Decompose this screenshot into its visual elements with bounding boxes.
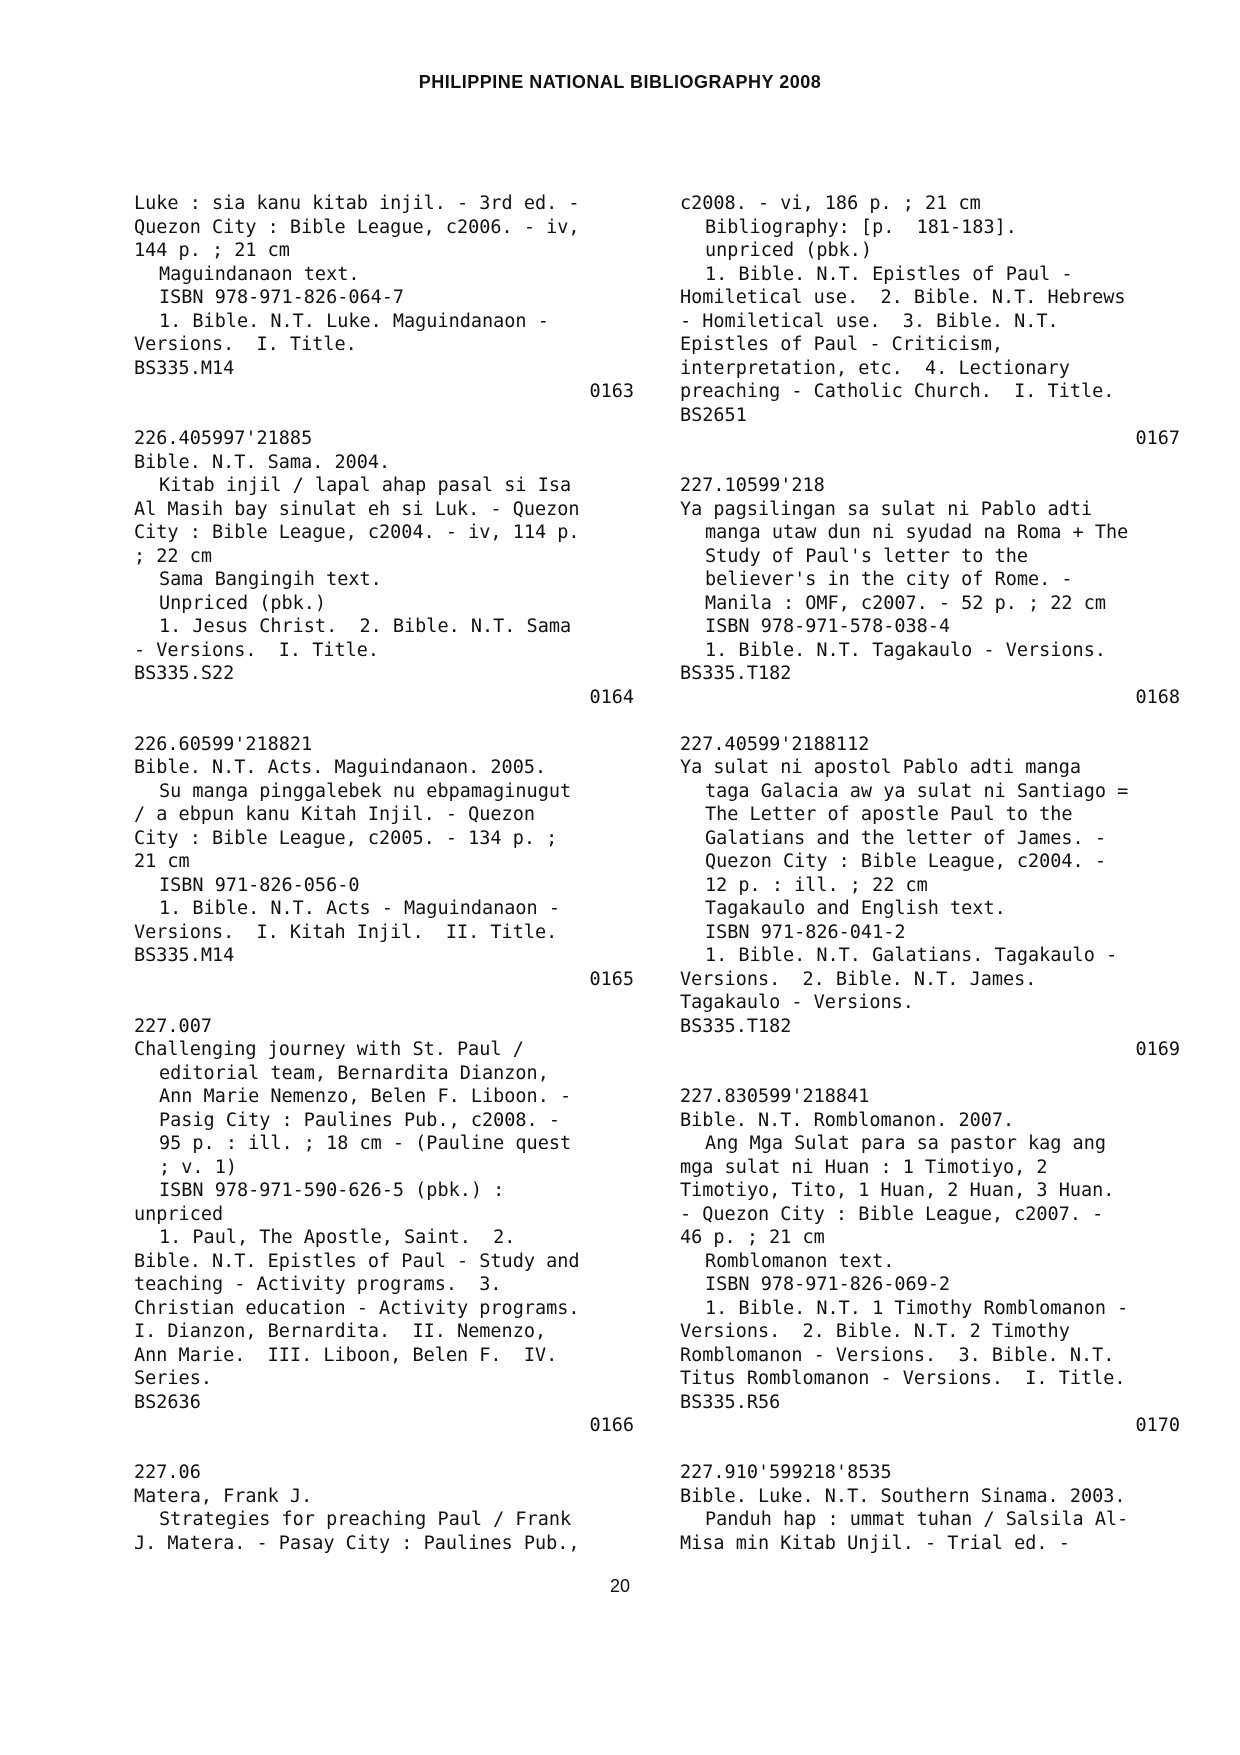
entry-line: Homiletical use. 2. Bible. N.T. Hebrews (680, 287, 1126, 308)
entry-line: Panduh hap : ummat tuhan / Salsila Al- (705, 1509, 1129, 1530)
entry-line: 227.830599'218841 (680, 1086, 870, 1107)
entry-line: Bible. N.T. Sama. 2004. (134, 451, 391, 473)
entry-line: unpriced (pbk.) (705, 240, 873, 261)
entry-line: ISBN 978-971-826-069-2 (705, 1274, 951, 1295)
bibliography-entry (680, 1461, 1180, 1555)
entry-line: Manila : OMF, c2007. - 52 p. ; 22 cm (705, 592, 1106, 614)
entry-line: Ann Marie. III. Liboon, Belen F. IV. (134, 1344, 558, 1366)
entry-line: 1. Paul, The Apostle, Saint. 2. (159, 1227, 516, 1248)
entry-number: 0170 (1135, 1415, 1180, 1436)
page-header: PHILIPPINE NATIONAL BIBLIOGRAPHY 2008 (418, 72, 822, 92)
bibliography-entry (134, 1461, 634, 1555)
entry-line: City : Bible League, c2004. - iv, 114 p. (134, 522, 580, 543)
bibliography-entry (134, 427, 634, 709)
right-column (680, 192, 1180, 1579)
entry-line: Bible. N.T. Epistles of Paul - Study and (134, 1250, 580, 1272)
bibliography-entry (134, 733, 634, 992)
entry-number: 0165 (589, 968, 634, 990)
entry-line: editorial team, Bernardita Dianzon, (159, 1062, 549, 1084)
entry-line: ISBN 978-971-578-038-4 (705, 616, 951, 637)
entry-line: Ang Mga Sulat para sa pastor kag ang (705, 1133, 1106, 1154)
page-number: 20 (609, 1576, 631, 1596)
entry-line: ; v. 1) (159, 1156, 237, 1178)
entry-line: Misa min Kitab Unjil. - Trial ed. - (680, 1532, 1070, 1554)
entry-line: - Homiletical use. 3. Bible. N.T. (680, 310, 1059, 332)
entry-line: Quezon City : Bible League, c2006. - iv, (134, 216, 580, 238)
entry-line: 1. Bible. N.T. Luke. Maguindanaon - (159, 310, 549, 332)
entry-line: City : Bible League, c2005. - 134 p. ; (134, 827, 558, 849)
entry-line: Christian education - Activity programs. (134, 1297, 580, 1319)
entry-line: Galatians and the letter of James. - (705, 827, 1106, 849)
entry-line: preaching - Catholic Church. I. Title. (680, 381, 1115, 402)
entry-line: Ya sulat ni apostol Pablo adti manga (680, 757, 1081, 778)
entry-line: BS335.T182 (680, 1015, 792, 1037)
entry-line: 1. Bible. N.T. Tagakaulo - Versions. (705, 639, 1106, 661)
bibliography-entry (134, 192, 634, 404)
entry-line: ISBN 978-971-826-064-7 (159, 287, 405, 308)
entry-line: mga sulat ni Huan : 1 Timotiyo, 2 (680, 1156, 1048, 1178)
entry-line: teaching - Activity programs. 3. (134, 1274, 502, 1295)
entry-line: BS335.M14 (134, 357, 235, 379)
entry-line: ISBN 978-971-590-626-5 (pbk.) : (159, 1180, 505, 1201)
entry-line: Romblomanon - Versions. 3. Bible. N.T. (680, 1344, 1115, 1366)
entry-line: Study of Paul's letter to the (705, 545, 1029, 567)
entry-line: Versions. I. Kitah Injil. II. Title. (134, 921, 558, 943)
entry-line: Kitab injil / lapal ahap pasal si Isa (159, 475, 572, 496)
entry-line: Epistles of Paul - Criticism, (680, 334, 1004, 355)
entry-line: The Letter of apostle Paul to the (705, 804, 1073, 825)
entry-line: Strategies for preaching Paul / Frank (159, 1509, 572, 1530)
entry-line: 46 p. ; 21 cm (680, 1227, 825, 1248)
entry-line: Bible. N.T. Romblomanon. 2007. (680, 1109, 1015, 1131)
entry-line: 227.007 (134, 1015, 212, 1037)
entry-line: 95 p. : ill. ; 18 cm - (Pauline quest (159, 1133, 572, 1154)
entry-line: Ya pagsilingan sa sulat ni Pablo adti (680, 498, 1093, 520)
entry-number: 0167 (1135, 428, 1180, 449)
entry-line: Tagakaulo and English text. (705, 898, 1006, 919)
bibliography-entry (680, 733, 1180, 1062)
entry-line: Timotiyo, Tito, 1 Huan, 2 Huan, 3 Huan. (680, 1180, 1115, 1201)
entry-number: 0163 (589, 381, 634, 402)
entry-line: 226.405997'21885 (134, 428, 313, 449)
entry-line: Versions. 2. Bible. N.T. 2 Timothy (680, 1321, 1070, 1342)
entry-line: manga utaw dun ni syudad na Roma + The (705, 522, 1129, 543)
entry-line: Versions. I. Title. (134, 334, 357, 355)
entry-line: - Versions. I. Title. (134, 639, 380, 661)
entry-line: Al Masih bay sinulat eh si Luk. - Quezon (134, 498, 580, 520)
left-column (134, 192, 634, 1579)
entry-number: 0168 (1135, 686, 1180, 708)
entry-line: BS335.S22 (134, 663, 235, 684)
entry-line: 227.910'599218'8535 (680, 1462, 892, 1483)
entry-line: Bible. N.T. Acts. Maguindanaon. 2005. (134, 757, 547, 778)
entry-line: c2008. - vi, 186 p. ; 21 cm (680, 193, 981, 214)
entry-line: Matera, Frank J. (134, 1485, 313, 1507)
entry-line: 1. Bible. N.T. 1 Timothy Romblomanon - (705, 1297, 1129, 1319)
entry-line: BS335.T182 (680, 663, 792, 684)
entry-line: interpretation, etc. 4. Lectionary (680, 357, 1070, 379)
entry-line: Bible. Luke. N.T. Southern Sinama. 2003. (680, 1485, 1126, 1507)
entry-line: Su manga pinggalebek nu ebpamaginugut (159, 780, 572, 802)
entry-line: 12 p. : ill. ; 22 cm (705, 874, 928, 896)
entry-line: ISBN 971-826-041-2 (705, 921, 906, 943)
entry-line: 227.10599'218 (680, 475, 825, 496)
entry-line: I. Dianzon, Bernardita. II. Nemenzo, (134, 1321, 547, 1342)
entry-line: Ann Marie Nemenzo, Belen F. Liboon. - (159, 1086, 572, 1107)
entry-line: BS335.R56 (680, 1391, 781, 1413)
entry-line: ; 22 cm (134, 545, 212, 567)
entry-number: 0164 (589, 686, 634, 708)
entry-line: - Quezon City : Bible League, c2007. - (680, 1203, 1104, 1225)
entry-number: 0166 (589, 1415, 634, 1436)
entry-line: Bibliography: [p. 181-183]. (705, 216, 1017, 238)
entry-line: Romblomanon text. (705, 1250, 895, 1272)
entry-line: 144 p. ; 21 cm (134, 240, 290, 261)
entry-line: 227.06 (134, 1462, 201, 1483)
entry-line: 226.60599'218821 (134, 733, 313, 755)
entry-line: Sama Bangingih text. (159, 569, 382, 590)
entry-line: Unpriced (pbk.) (159, 592, 327, 614)
entry-line: J. Matera. - Pasay City : Paulines Pub., (134, 1532, 580, 1554)
entry-line: believer's in the city of Rome. - (705, 569, 1073, 590)
entry-line: BS2636 (134, 1391, 201, 1413)
entry-line: taga Galacia aw ya sulat ni Santiago = (705, 780, 1129, 802)
entry-line: 1. Bible. N.T. Acts - Maguindanaon - (159, 898, 560, 919)
entry-line: Quezon City : Bible League, c2004. - (705, 851, 1106, 872)
entry-line: Maguindanaon text. (159, 263, 360, 285)
entry-line: Luke : sia kanu kitab injil. - 3rd ed. - (134, 193, 580, 214)
entry-line: BS335.M14 (134, 945, 235, 966)
bibliography-entry (680, 474, 1180, 709)
entry-line: BS2651 (680, 404, 747, 426)
entry-line: 21 cm (134, 851, 190, 872)
entry-line: Tagakaulo - Versions. (680, 992, 914, 1013)
entry-line: Versions. 2. Bible. N.T. James. (680, 968, 1037, 990)
entry-line: Pasig City : Paulines Pub., c2008. - (159, 1109, 560, 1131)
entry-line: Challenging journey with St. Paul / (134, 1039, 524, 1060)
entry-line: / a ebpun kanu Kitah Injil. - Quezon (134, 804, 535, 825)
entry-number: 0169 (1135, 1039, 1180, 1060)
entry-line: unpriced (134, 1203, 224, 1225)
entry-line: 1. Bible. N.T. Galatians. Tagakaulo - (705, 945, 1118, 966)
entry-line: ISBN 971-826-056-0 (159, 874, 360, 896)
bibliography-entry (134, 1015, 634, 1438)
entry-line: 1. Jesus Christ. 2. Bible. N.T. Sama (159, 616, 572, 637)
entry-line: 227.40599'2188112 (680, 733, 870, 755)
bibliography-entry (680, 192, 1180, 451)
entry-line: Titus Romblomanon - Versions. I. Title. (680, 1368, 1126, 1389)
bibliography-entry (680, 1085, 1180, 1438)
entry-line: 1. Bible. N.T. Epistles of Paul - (705, 263, 1073, 285)
entry-line: Series. (134, 1368, 212, 1389)
